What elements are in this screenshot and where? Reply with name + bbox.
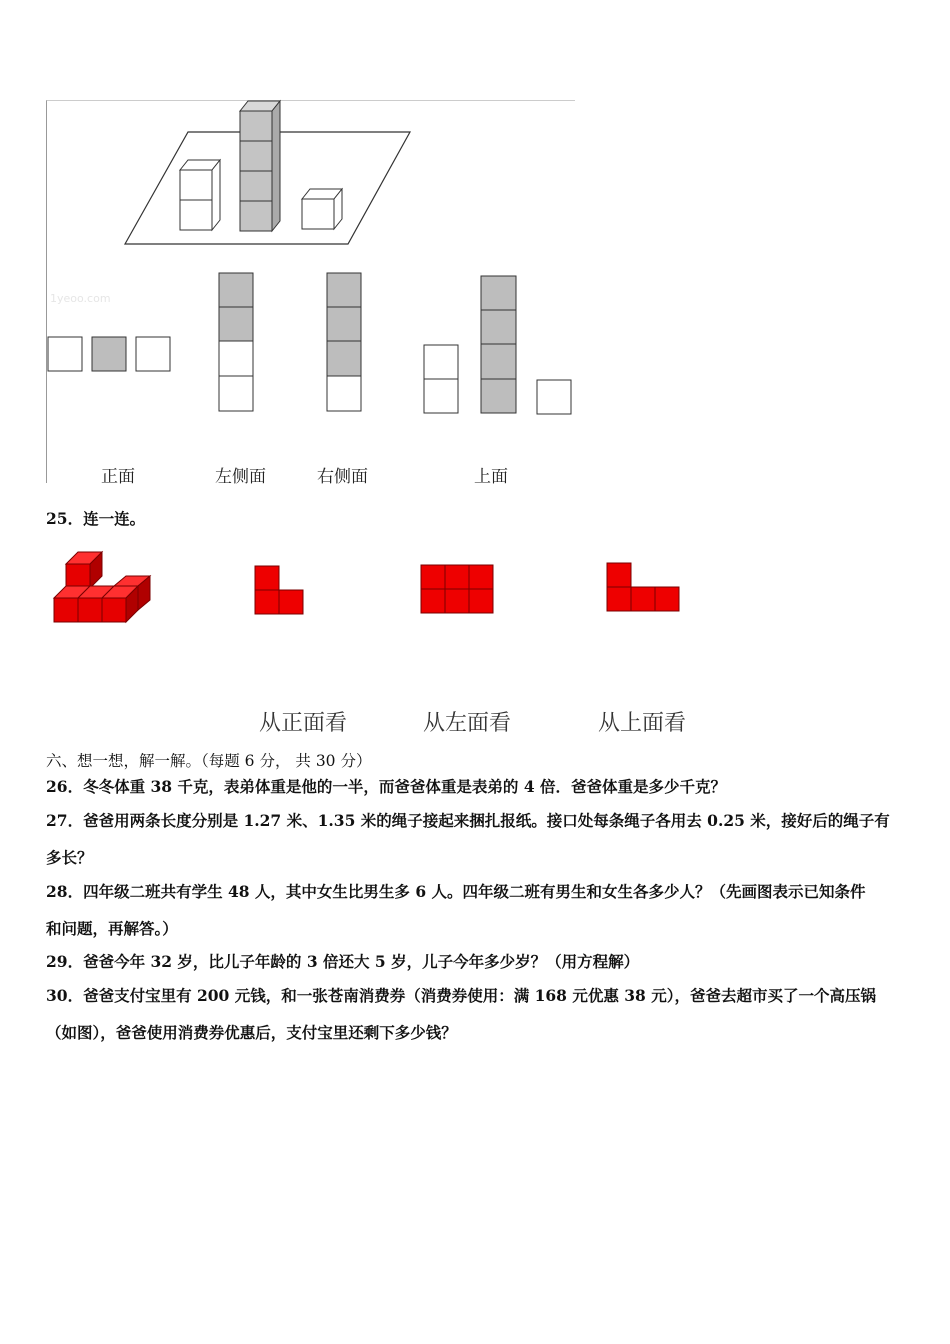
- question-26: 26．冬冬体重 38 千克，表弟体重是他的一半，而爸爸体重是表弟的 4 倍．爸爸体重是多少千克？: [46, 777, 727, 796]
- stack-right: [302, 189, 342, 229]
- red-view-l-small: [255, 566, 303, 614]
- question-28-line1: 28．四年级二班共有学生 48 人，其中女生比男生多 6 人。四年级二班有男生和女生各多少人？（先画图表示已知条件: [46, 882, 866, 901]
- question-28-line2: 和问题，再解答。）: [46, 919, 178, 938]
- label-left-side: 左侧面: [215, 467, 266, 487]
- label-front: 正面: [101, 467, 135, 487]
- red-solid-3d: [54, 552, 150, 622]
- stack-middle: [240, 101, 280, 231]
- view-top: [424, 276, 571, 414]
- view-front: [48, 337, 170, 371]
- question-27-line1: 27．爸爸用两条长度分别是 1.27 米、1.35 米的绳子接起来捆扎报纸。接口处每条绳子各用去 0.25 米，接好后的绳子有: [46, 811, 890, 830]
- question-30-line1: 30．爸爸支付宝里有 200 元钱，和一张苍南消费券（消费券使用：满 168 元优惠 38 元），爸爸去超市买了一个高压锅: [46, 986, 876, 1005]
- label-right-side: 右侧面: [317, 467, 368, 487]
- section-6-title: 六、想一想，解一解。（每题 6 分， 共 30 分）: [46, 752, 372, 770]
- question-27-line2: 多长？: [46, 848, 93, 867]
- cube-solid-figure: [0, 0, 600, 460]
- watermark: 1yeoo.com: [50, 292, 111, 305]
- direction-left: 从左面看: [423, 711, 512, 736]
- stack-left: [180, 160, 220, 230]
- direction-top: 从上面看: [598, 711, 687, 736]
- red-view-rectangle: [421, 565, 493, 613]
- question-25: 25．连一连。: [46, 509, 146, 528]
- question-30-line2: （如图），爸爸使用消费券优惠后，支付宝里还剩下多少钱？: [46, 1023, 457, 1042]
- direction-front: 从正面看: [259, 711, 348, 736]
- red-view-l-long: [607, 563, 679, 611]
- label-top: 上面: [474, 467, 508, 487]
- view-left-side: [219, 273, 253, 411]
- red-cube-figures: [0, 540, 720, 640]
- question-29: 29．爸爸今年 32 岁，比儿子年龄的 3 倍还大 5 岁，儿子今年多少岁？（用方程解）: [46, 952, 640, 971]
- view-right-side: [327, 273, 361, 411]
